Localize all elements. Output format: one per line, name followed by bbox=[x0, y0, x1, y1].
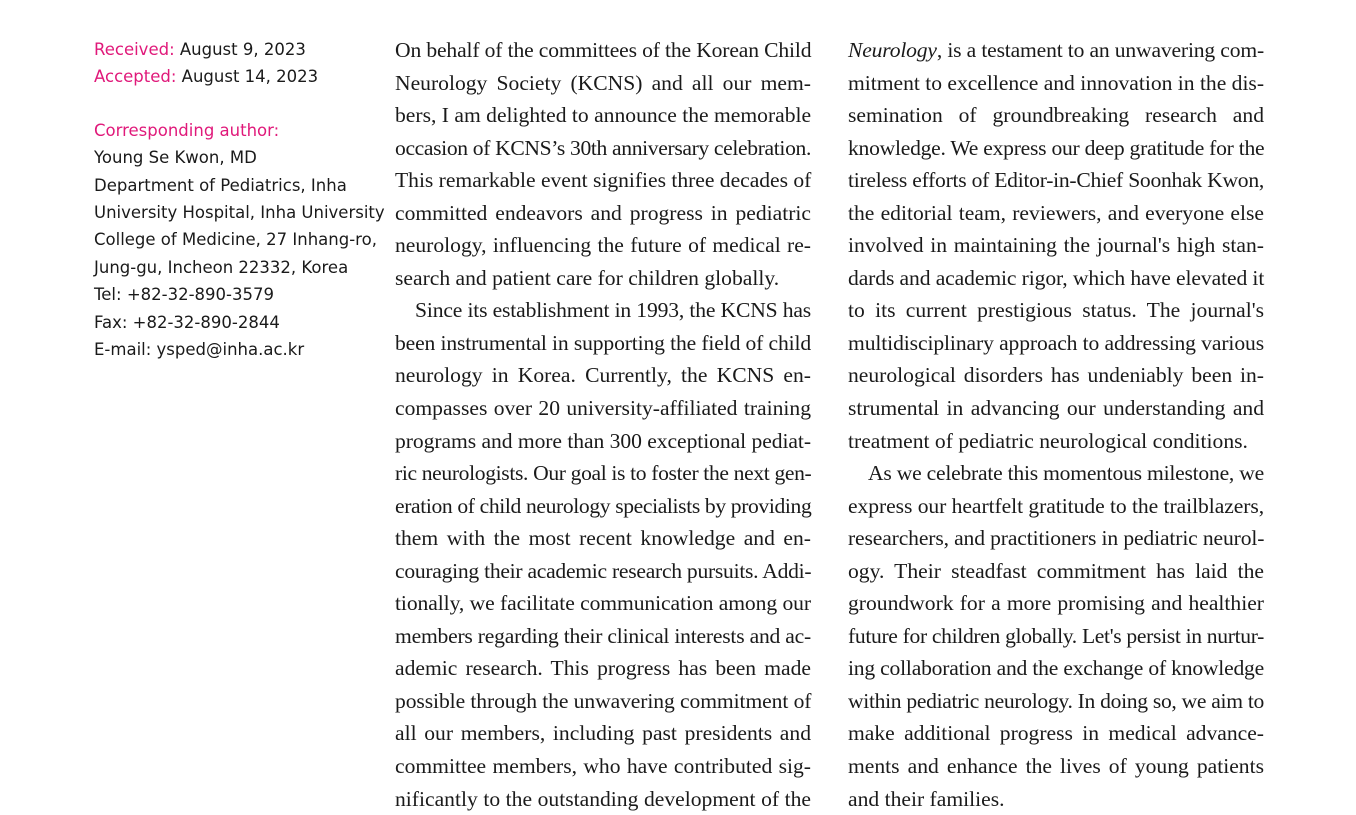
text-line: eration of child neurology specialists by providing bbox=[395, 493, 812, 518]
text-line: involved in maintaining the journal's high stan- bbox=[848, 233, 1264, 258]
text-line: been instrumental in supporting the field of child bbox=[395, 330, 811, 355]
text-line: compasses over 20 university-affiliated training bbox=[395, 396, 811, 421]
text-line: members regarding their clinical interests and ac- bbox=[395, 623, 811, 648]
text-line: make additional progress in medical advance- bbox=[848, 721, 1264, 746]
text-line: to its current prestigious status. The journal's bbox=[848, 298, 1264, 323]
address-line: University Hospital, Inha University bbox=[94, 203, 385, 223]
text-line: future for children globally. Let's persist in nurtur- bbox=[848, 623, 1264, 648]
text-line: and their families. bbox=[848, 786, 1005, 811]
address-line: Jung-gu, Incheon 22332, Korea bbox=[94, 257, 349, 277]
text-line: express our heartfelt gratitude to the trailblazers, bbox=[848, 493, 1265, 518]
body-column-left bbox=[395, 34, 811, 815]
text-line: them with the most recent knowledge and en- bbox=[395, 526, 811, 551]
text-line: neurological disorders has undeniably been in- bbox=[848, 363, 1264, 388]
text-line: nificantly to the outstanding development of the bbox=[395, 786, 811, 811]
received-date: August 9, 2023 bbox=[174, 40, 306, 59]
text-line: committed endeavors and progress in pediatric bbox=[395, 200, 811, 225]
text-line: As we celebrate this momentous milestone, we bbox=[868, 461, 1264, 486]
text-line: occasion of KCNS’s 30th anniversary celebration. bbox=[395, 135, 811, 160]
accepted-date: August 14, 2023 bbox=[176, 67, 319, 87]
text-line: neurology, influencing the future of medical re- bbox=[395, 233, 811, 258]
sidebar-spacer bbox=[94, 91, 374, 117]
text-line: the editorial team, reviewers, and everyone else bbox=[848, 200, 1264, 225]
received-line bbox=[94, 36, 374, 63]
text-line: ademic research. This progress has been made bbox=[395, 656, 811, 681]
telephone: Tel: +82-32-890-3579 bbox=[94, 285, 274, 305]
text-line: neurology in Korea. Currently, the KCNS en- bbox=[395, 363, 811, 388]
text-line: ogy. Their steadfast commitment has laid the bbox=[848, 558, 1264, 583]
text-line: search and patient care for children globally. bbox=[395, 265, 780, 290]
text-line: tireless efforts of Editor-in-Chief Soonhak Kwon, bbox=[848, 168, 1264, 193]
text-line: committee members, who have contributed sig- bbox=[395, 754, 811, 779]
journal-name: Neurology bbox=[848, 38, 937, 62]
accepted-label: Accepted: bbox=[94, 67, 177, 87]
address-line: Department of Pediatrics, Inha bbox=[94, 175, 347, 195]
article-info-sidebar bbox=[94, 36, 385, 363]
fax: Fax: +82-32-890-2844 bbox=[94, 312, 280, 332]
author-name: Young Se Kwon, MD bbox=[94, 148, 257, 168]
body-column-right bbox=[848, 34, 1264, 815]
text-line: multidisciplinary approach to addressing various bbox=[848, 330, 1264, 355]
email-address[interactable]: E-mail: ysped@inha.ac.kr bbox=[94, 340, 305, 360]
text-line: strumental in advancing our understanding and bbox=[848, 396, 1264, 421]
text-line: possible through the unwavering commitment of bbox=[395, 688, 812, 713]
corresponding-author-label: Corresponding author: bbox=[94, 120, 280, 140]
text-line: all our members, including past presidents and bbox=[395, 721, 811, 746]
text-line: groundwork for a more promising and healthier bbox=[848, 591, 1264, 616]
text-line: mitment to excellence and innovation in the dis- bbox=[848, 70, 1264, 95]
text-line: couraging their academic research pursuits. Addi- bbox=[395, 558, 812, 583]
text-line: ing collaboration and the exchange of knowledge bbox=[848, 656, 1264, 681]
text-line: within pediatric neurology. In doing so, we aim to bbox=[848, 688, 1264, 713]
text-line: Since its establishment in 1993, the KCNS has bbox=[415, 298, 812, 323]
text-line: ments and enhance the lives of young patients bbox=[848, 754, 1264, 779]
text-fragment: , is a testament to an unwavering com- bbox=[936, 38, 1264, 62]
text-line: knowledge. We express our deep gratitude for the bbox=[848, 135, 1265, 160]
text-line: Neurology Society (KCNS) and all our mem- bbox=[395, 70, 811, 95]
text-line: researchers, and practitioners in pediatric neurol- bbox=[848, 526, 1265, 551]
text-line: programs and more than 300 exceptional pediat- bbox=[395, 428, 811, 453]
received-label: Received: bbox=[94, 40, 175, 59]
text-line: semination of groundbreaking research and bbox=[848, 103, 1264, 128]
text-line: dards and academic rigor, which have elevated it bbox=[848, 265, 1265, 290]
text-line bbox=[848, 34, 1264, 67]
accepted-line bbox=[94, 63, 374, 90]
text-line: tionally, we facilitate communication among our bbox=[395, 591, 811, 616]
address-line: College of Medicine, 27 Inhang-ro, bbox=[94, 230, 377, 250]
text-line: This remarkable event signifies three decades of bbox=[395, 168, 812, 193]
text-line: ric neurologists. Our goal is to foster the next gen- bbox=[395, 461, 812, 486]
text-line: On behalf of the committees of the Korean Child bbox=[395, 38, 812, 62]
text-line: treatment of pediatric neurological conditions. bbox=[848, 428, 1248, 453]
text-line: bers, I am delighted to announce the memorable bbox=[395, 103, 812, 128]
